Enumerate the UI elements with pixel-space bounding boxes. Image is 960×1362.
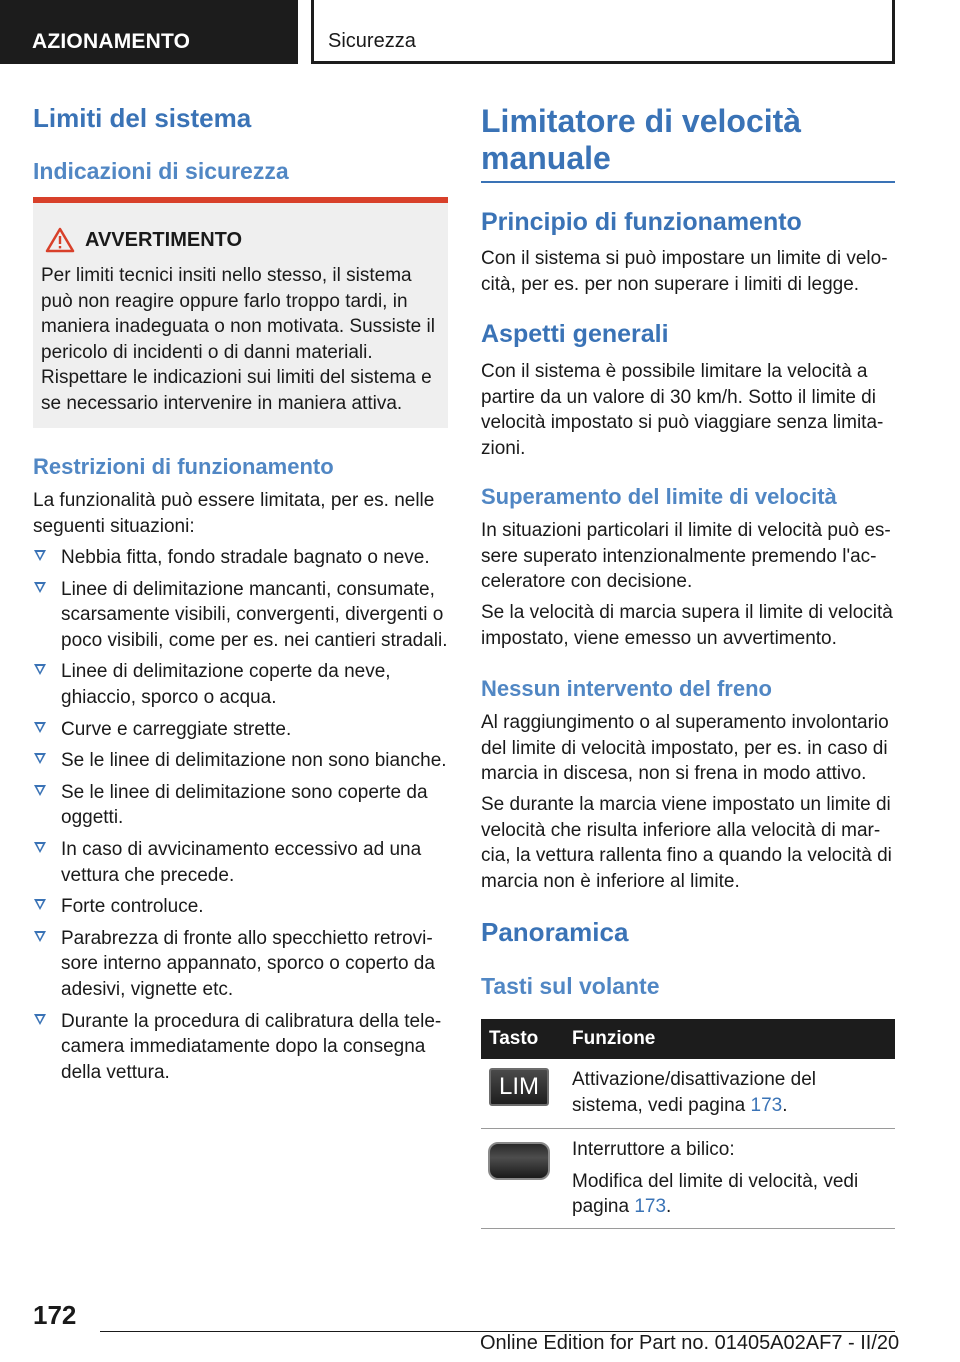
table-header-row: [481, 1019, 895, 1059]
list-item-text: Linee di delimitazione coperte da neve, ghiaccio, sporco o acqua.: [61, 661, 391, 708]
page-link[interactable]: 173: [634, 1196, 667, 1218]
overview-title: Panoramica: [481, 917, 629, 947]
page-number: 172: [33, 1300, 77, 1330]
general-title: Aspetti generali: [481, 320, 669, 348]
bullet-triangle-icon: [34, 785, 46, 796]
list-item: [33, 545, 448, 571]
chapter-tab: [311, 0, 895, 64]
col-header-key: Tasto: [481, 1019, 564, 1059]
list-item: [33, 926, 448, 1003]
list-item: [33, 748, 448, 774]
general-text: Con il sistema è possibile limitare la velocità a partire da un valore di 30 km/h. Sotto il limite di velocità impostato si può viaggiare senza limitazioni.: [481, 361, 884, 459]
warning-box: [33, 197, 448, 428]
lim-button-icon: LIM: [489, 1068, 549, 1106]
restrictions-intro: La funzionalità può essere limitata, per es. nelle seguenti situazioni:: [33, 490, 435, 537]
list-item: [33, 780, 448, 831]
page-title: Limiti del sistema: [33, 103, 252, 133]
bullet-triangle-icon: [34, 550, 46, 561]
rocker-switch-icon: [488, 1142, 550, 1180]
function-suffix: .: [666, 1196, 672, 1218]
edition-info: Online Edition for Part no. 01405A02AF7 - II/20: [480, 1332, 900, 1354]
bullet-triangle-icon: [34, 931, 46, 942]
restrictions-title: Restrizioni di funzionamento: [33, 454, 334, 479]
function-cell: [564, 1129, 895, 1229]
col-header-function: Funzione: [564, 1019, 895, 1059]
list-item: [33, 894, 448, 920]
list-item: [33, 577, 448, 654]
warning-label: AVVERTIMENTO: [85, 228, 243, 251]
title-rule: [481, 181, 895, 183]
list-item: [33, 717, 448, 743]
bullet-triangle-icon: [34, 899, 46, 910]
bullet-triangle-icon: [34, 722, 46, 733]
restrictions-list: [33, 545, 448, 1091]
list-item: [33, 837, 448, 888]
list-item-text: Curve e carreggiate strette.: [61, 718, 292, 740]
bullet-triangle-icon: [34, 753, 46, 764]
section-tab: [0, 0, 298, 64]
safety-subtitle: Indicazioni di sicurezza: [33, 158, 289, 184]
key-cell: [481, 1059, 564, 1129]
warning-header: [41, 227, 436, 253]
function-text: Attivazione/disattivazione del sistema, vedi pagina: [572, 1069, 816, 1116]
list-item-text: Nebbia fitta, fondo stradale bagnato o neve.: [61, 547, 430, 568]
brake-text-1: Al raggiungimento o al superamento involontario del limite di velocità impostato, per es. in caso di marcia in discesa, non si frena in modo attivo.: [481, 712, 889, 785]
brake-text-2: Se durante la marcia viene impostato un limite di velocità che risulta inferiore alla velocità di marcia, la vettura rallenta fino a quando la velocità di marcia non è inferiore al limite.: [481, 794, 892, 892]
list-item-text: Se le linee di delimitazione non sono bianche.: [61, 750, 447, 772]
function-suffix: .: [782, 1094, 788, 1116]
list-item: [33, 659, 448, 710]
list-item-text: Parabrezza di fronte allo specchietto retrovisore interno appannato, sporco o coperto da adesivi, vignette etc.: [61, 927, 435, 1000]
table-row: [481, 1059, 895, 1129]
function-text: Modifica del limite di velocità, vedi pagina: [572, 1170, 859, 1218]
list-item-text: In caso di avvicinamento eccessivo ad una vettura che precede.: [61, 838, 422, 886]
bullet-triangle-icon: [34, 582, 46, 593]
principle-text: Con il sistema si può impostare un limite di velocità, per es. per non superare i limiti di legge.: [481, 248, 888, 295]
chapter-label: Sicurezza: [328, 30, 416, 52]
principle-title: Principio di funzionamento: [481, 208, 802, 236]
bullet-triangle-icon: [34, 1014, 46, 1025]
overspeed-title: Superamento del limite di velocità: [481, 484, 837, 509]
list-item-text: Durante la procedura di calibratura della telecamera immediatamente dopo la consegna della vettura.: [61, 1010, 442, 1083]
list-item: [33, 1009, 448, 1086]
list-item-text: Se le linee di delimitazione sono coperte da oggetti.: [61, 781, 428, 829]
function-cell: [564, 1059, 895, 1129]
bullet-triangle-icon: [34, 664, 46, 675]
list-item-text: Forte controluce.: [61, 896, 204, 918]
steering-keys-table: [481, 1019, 895, 1229]
function-title: Interruttore a bilico:: [572, 1139, 735, 1161]
list-item-text: Linee di delimitazione mancanti, consumate, scarsamente visibili, convergenti, divergenti o poco visibili, come per es. nei cantieri stradali.: [61, 578, 448, 651]
overspeed-text-1: In situazioni particolari il limite di velocità può essere superato intenzionalmente premendo l'acceleratore con decisione.: [481, 520, 891, 593]
page-link[interactable]: 173: [750, 1094, 783, 1116]
table-row: [481, 1129, 895, 1229]
overspeed-text-2: Se la velocità di marcia supera il limite di velocità impostato, viene emesso un avvertimento.: [481, 602, 893, 649]
section-title: Limitatore di velocità manuale: [481, 103, 802, 176]
keys-title: Tasti sul volante: [481, 973, 660, 999]
bullet-triangle-icon: [34, 842, 46, 853]
brake-title: Nessun intervento del freno: [481, 676, 772, 701]
warning-triangle-icon: [45, 227, 75, 253]
key-cell: [481, 1129, 564, 1229]
section-label: AZIONAMENTO: [32, 30, 191, 53]
warning-text: Per limiti tecnici insiti nello stesso, il sistema può non reagire oppure farlo troppo tardi, in maniera inadeguata o non motivata. Sussiste il pericolo di incidenti o di danni materiali. Rispettare le indicazioni sui limiti del sistema e se necessario intervenire in maniera attiva.: [41, 265, 435, 414]
